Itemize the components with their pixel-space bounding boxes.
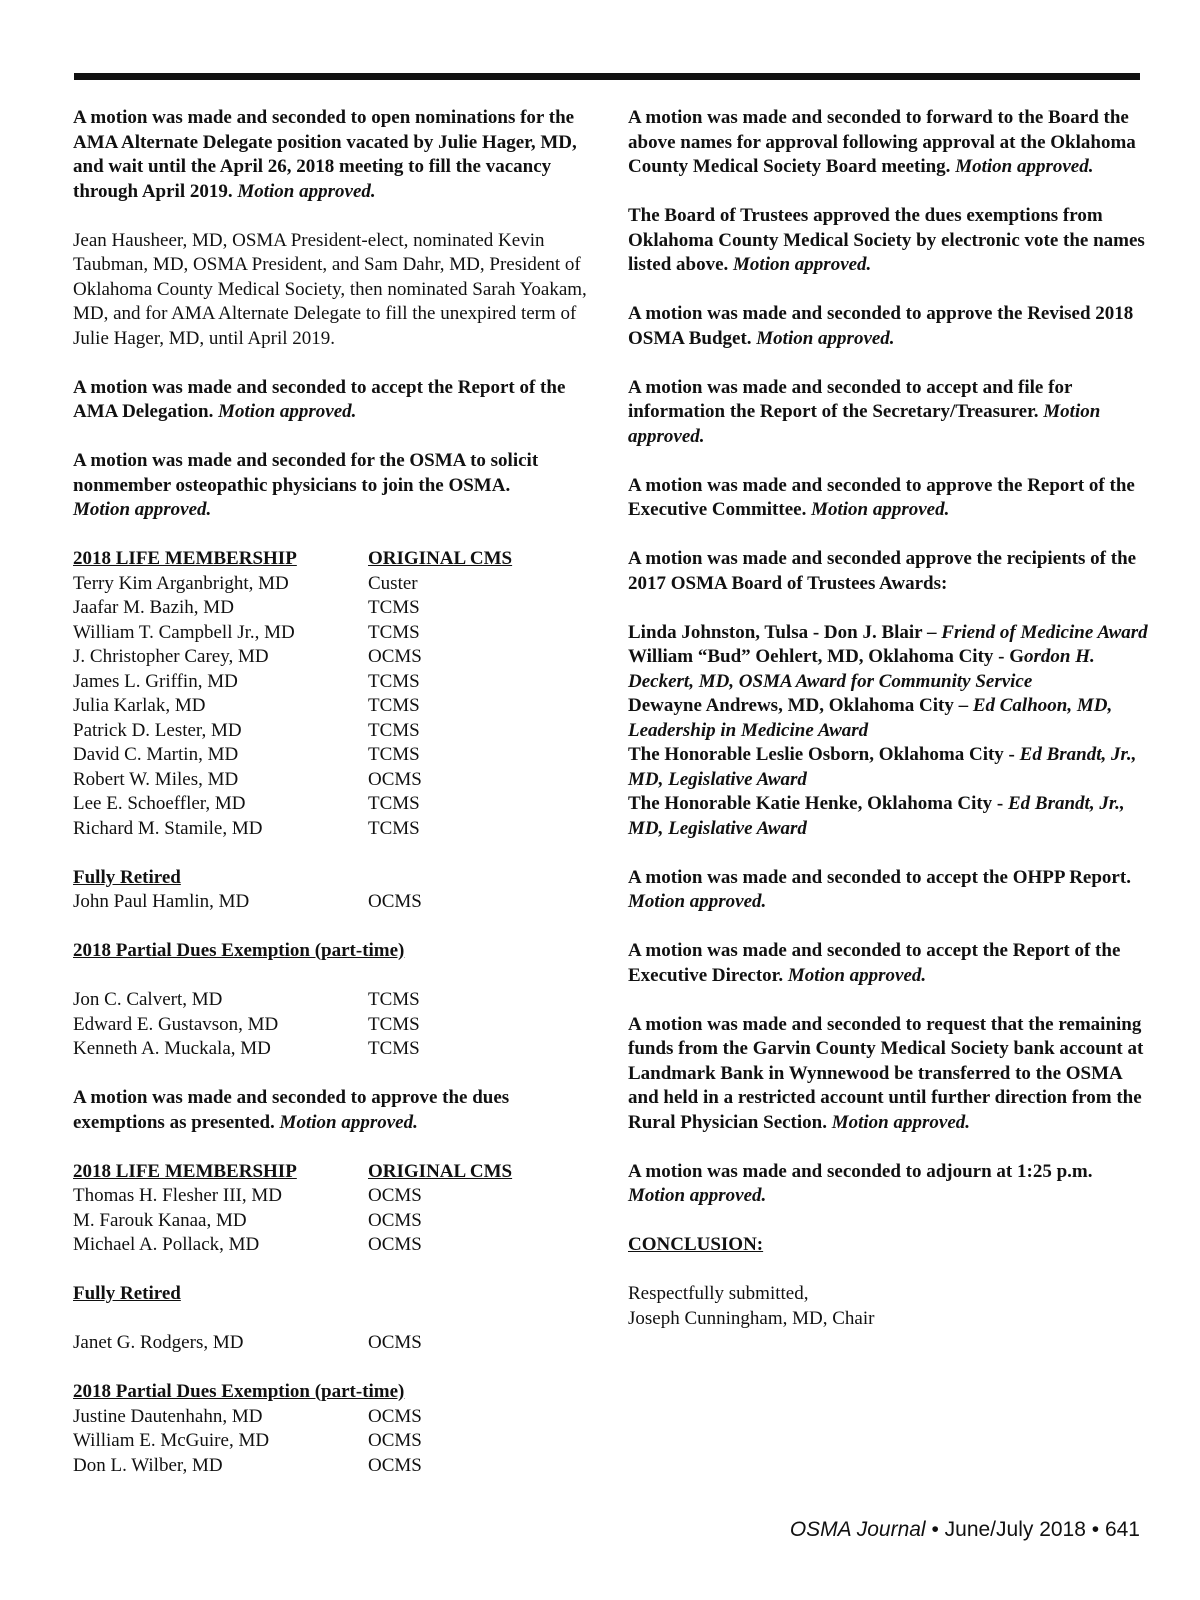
page-footer <box>700 1518 1140 1542</box>
table-row <box>73 1037 593 1062</box>
motion-osteopathic-physicians: A motion was made and seconded for the OSMA to solicit nonmember osteopathic physicians to join the OSMA. Motion approved. <box>73 450 539 520</box>
table-row <box>73 768 593 793</box>
motion-secretary-treasurer-report: A motion was made and seconded to accept and file for information the Report of the Secretary/Treasurer. Motion approved. <box>628 376 1101 447</box>
award-item <box>628 792 1148 841</box>
motion-executive-director-report: A motion was made and seconded to accept the Report of the Executive Director. Motion approved. <box>628 940 1121 986</box>
table-row <box>73 670 593 695</box>
nomination-paragraph: Jean Hausheer, MD, OSMA President-elect, nominated Kevin Taubman, MD, OSMA President, and Sam Dahr, MD, President of Oklahoma County Medical Society, then nominated Sarah Yoakam, MD, and for AMA Alternate Delegate to fill the unexpired term of Julie Hager, MD, until April 2019. <box>73 229 587 349</box>
motion-awards-recipients: A motion was made and seconded approve the recipients of the 2017 OSMA Board of Trustees Awards: <box>628 548 1137 594</box>
motion-adjourn: A motion was made and seconded to adjourn at 1:25 p.m. Motion approved. <box>628 1160 1093 1206</box>
award-title: ordon H. Deckert, MD, OSMA Award for Community Service <box>628 646 1095 692</box>
table-row <box>73 719 593 744</box>
table-row <box>73 743 593 768</box>
right-column <box>628 106 1148 1331</box>
member-name: Edward E. Gustavson, MD <box>73 1013 279 1035</box>
member-cms: TCMS <box>368 621 420 643</box>
column-header-name: 2018 LIFE MEMBERSHIP <box>73 1160 297 1182</box>
board-dues-exemptions: The Board of Trustees approved the dues exemptions from Oklahoma County Medical Society by electronic vote the names listed above. Motion approved. <box>628 205 1145 275</box>
member-cms: TCMS <box>368 744 420 765</box>
member-cms: OCMS <box>368 1332 422 1353</box>
member-cms: TCMS <box>368 1013 420 1035</box>
journal-name: OSMA Journal <box>789 1518 926 1541</box>
member-name: Michael A. Pollack, MD <box>73 1234 260 1255</box>
award-recipient: William “Bud” Oehlert, MD, Oklahoma City - G <box>628 646 1025 667</box>
award-item <box>628 621 1148 646</box>
table-row <box>73 1209 593 1234</box>
table-row <box>73 1331 593 1356</box>
table-row <box>73 792 593 817</box>
signature: Joseph Cunningham, MD, Chair <box>628 1307 875 1329</box>
award-title: Ed Brandt, Jr., MD, Legislative Award <box>628 744 1137 790</box>
table-row <box>73 817 593 842</box>
member-name: John Paul Hamlin, MD <box>73 891 250 912</box>
life-membership-table-2 <box>73 1160 593 1258</box>
footer-separator: • <box>1085 1518 1105 1541</box>
motion-revised-budget: A motion was made and seconded to approve the Revised 2018 OSMA Budget. Motion approved. <box>628 303 1134 349</box>
motion-executive-committee-report: A motion was made and seconded to approve the Report of the Executive Committee. Motion approved. <box>628 474 1135 520</box>
member-cms: OCMS <box>368 891 422 912</box>
page-number: 641 <box>1104 1518 1140 1541</box>
left-column <box>73 106 593 1478</box>
award-item <box>628 694 1148 743</box>
motion-ohpp-report: A motion was made and seconded to accept the OHPP Report. Motion approved. <box>628 866 1131 912</box>
member-cms: OCMS <box>368 1234 422 1255</box>
member-cms: Custer <box>368 572 418 594</box>
member-cms: OCMS <box>368 1430 422 1451</box>
member-name: J. Christopher Carey, MD <box>73 646 269 667</box>
member-name: William E. McGuire, MD <box>73 1430 270 1451</box>
member-cms: TCMS <box>368 1038 420 1059</box>
awards-list <box>628 621 1148 842</box>
award-recipient: The Honorable Leslie Osborn, Oklahoma City - <box>628 744 1020 765</box>
member-name: Patrick D. Lester, MD <box>73 719 242 741</box>
member-name: Kenneth A. Muckala, MD <box>73 1038 271 1059</box>
table-body <box>73 988 593 1062</box>
member-name: Richard M. Stamile, MD <box>73 817 263 839</box>
column-header-cms: ORIGINAL CMS <box>368 1160 513 1182</box>
table-row <box>73 1233 593 1258</box>
table-row <box>73 1429 593 1454</box>
table-row <box>73 596 593 621</box>
member-name: M. Farouk Kanaa, MD <box>73 1209 247 1231</box>
section-heading: Fully Retired <box>73 866 181 888</box>
member-name: David C. Martin, MD <box>73 744 239 765</box>
motion-garvin-county-funds: A motion was made and seconded to request that the remaining funds from the Garvin County Medical Society bank account at Landmark Bank in Wynnewood be transferred to the OSMA and held in a restricted account until further direction from the Rural Physician Section. Motion approved. <box>628 1013 1144 1133</box>
motion-ama-delegation-report: A motion was made and seconded to accept the Report of the AMA Delegation. Motion approved. <box>73 376 566 422</box>
table-row <box>73 1405 593 1430</box>
table-body <box>73 1184 593 1258</box>
table-row <box>73 572 593 597</box>
award-recipient: Dewayne Andrews, MD, Oklahoma City – <box>628 695 973 716</box>
member-name: Don L. Wilber, MD <box>73 1454 223 1476</box>
table-row <box>73 645 593 670</box>
table-row <box>73 988 593 1013</box>
award-title: Friend of Medicine Award <box>941 621 1148 643</box>
issue-date: June/July 2018 <box>944 1518 1086 1541</box>
top-rule <box>74 73 1140 80</box>
table-body <box>73 1405 593 1479</box>
member-name: Justine Dautenhahn, MD <box>73 1405 263 1427</box>
closing: Respectfully submitted, <box>628 1283 809 1304</box>
section-heading: 2018 Partial Dues Exemption (part-time) <box>73 1381 405 1402</box>
member-cms: TCMS <box>368 597 420 618</box>
member-cms: TCMS <box>368 695 420 716</box>
member-cms: OCMS <box>368 1209 422 1231</box>
member-name: Janet G. Rodgers, MD <box>73 1332 244 1353</box>
member-cms: TCMS <box>368 670 420 692</box>
table-body <box>73 1331 593 1356</box>
table-row <box>73 1013 593 1038</box>
life-membership-table-1 <box>73 547 593 841</box>
member-name: Julia Karlak, MD <box>73 695 206 716</box>
table-header <box>73 547 593 572</box>
conclusion-heading: CONCLUSION: <box>628 1234 764 1255</box>
member-cms: TCMS <box>368 719 420 741</box>
table-row <box>73 621 593 646</box>
member-cms: TCMS <box>368 793 420 814</box>
table-row <box>73 694 593 719</box>
table-row <box>73 1184 593 1209</box>
member-cms: OCMS <box>368 1405 422 1427</box>
motion-approve-dues-exemptions: A motion was made and seconded to approve the dues exemptions as presented. Motion approved. <box>73 1087 510 1133</box>
member-cms: OCMS <box>368 646 422 667</box>
section-heading: Fully Retired <box>73 1283 181 1304</box>
table-row <box>73 890 593 915</box>
award-item <box>628 743 1148 792</box>
fully-retired-1 <box>73 866 593 915</box>
fully-retired-2 <box>73 1282 593 1356</box>
member-cms: TCMS <box>368 989 420 1010</box>
motion-ama-alternate-delegate: A motion was made and seconded to open nominations for the AMA Alternate Delegate position vacated by Julie Hager, MD, and wait until the April 26, 2018 meeting to fill the vacancy through April 2019. Motion approved. <box>73 107 577 202</box>
section-heading: 2018 Partial Dues Exemption (part-time) <box>73 940 405 961</box>
member-name: Terry Kim Arganbright, MD <box>73 572 289 594</box>
partial-dues-exemption-2 <box>73 1380 593 1478</box>
member-name: James L. Griffin, MD <box>73 670 238 692</box>
member-cms: OCMS <box>368 768 422 790</box>
member-name: Robert W. Miles, MD <box>73 768 239 790</box>
motion-forward-to-board: A motion was made and seconded to forward to the Board the above names for approval following approval at the Oklahoma County Medical Society Board meeting. Motion approved. <box>628 107 1136 177</box>
table-body <box>73 890 593 915</box>
award-title: Ed Calhoon, MD, Leadership in Medicine Award <box>628 695 1113 741</box>
award-recipient: The Honorable Katie Henke, Oklahoma City - <box>628 793 1008 814</box>
member-name: Lee E. Schoeffler, MD <box>73 793 246 814</box>
member-cms: OCMS <box>368 1185 422 1206</box>
partial-dues-exemption-1 <box>73 939 593 1062</box>
table-row <box>73 1454 593 1479</box>
member-name: Jon C. Calvert, MD <box>73 989 223 1010</box>
award-recipient: Linda Johnston, Tulsa - Don J. Blair – <box>628 621 942 643</box>
table-body <box>73 572 593 842</box>
member-name: Jaafar M. Bazih, MD <box>73 597 234 618</box>
award-item <box>628 645 1148 694</box>
member-cms: TCMS <box>368 817 420 839</box>
member-name: William T. Campbell Jr., MD <box>73 621 295 643</box>
award-title: Ed Brandt, Jr., MD, Legislative Award <box>628 793 1125 839</box>
footer-separator: • <box>925 1518 945 1541</box>
column-header-name: 2018 LIFE MEMBERSHIP <box>73 548 297 569</box>
member-name: Thomas H. Flesher III, MD <box>73 1185 282 1206</box>
table-header <box>73 1160 593 1185</box>
column-header-cms: ORIGINAL CMS <box>368 548 513 569</box>
member-cms: OCMS <box>368 1454 422 1476</box>
